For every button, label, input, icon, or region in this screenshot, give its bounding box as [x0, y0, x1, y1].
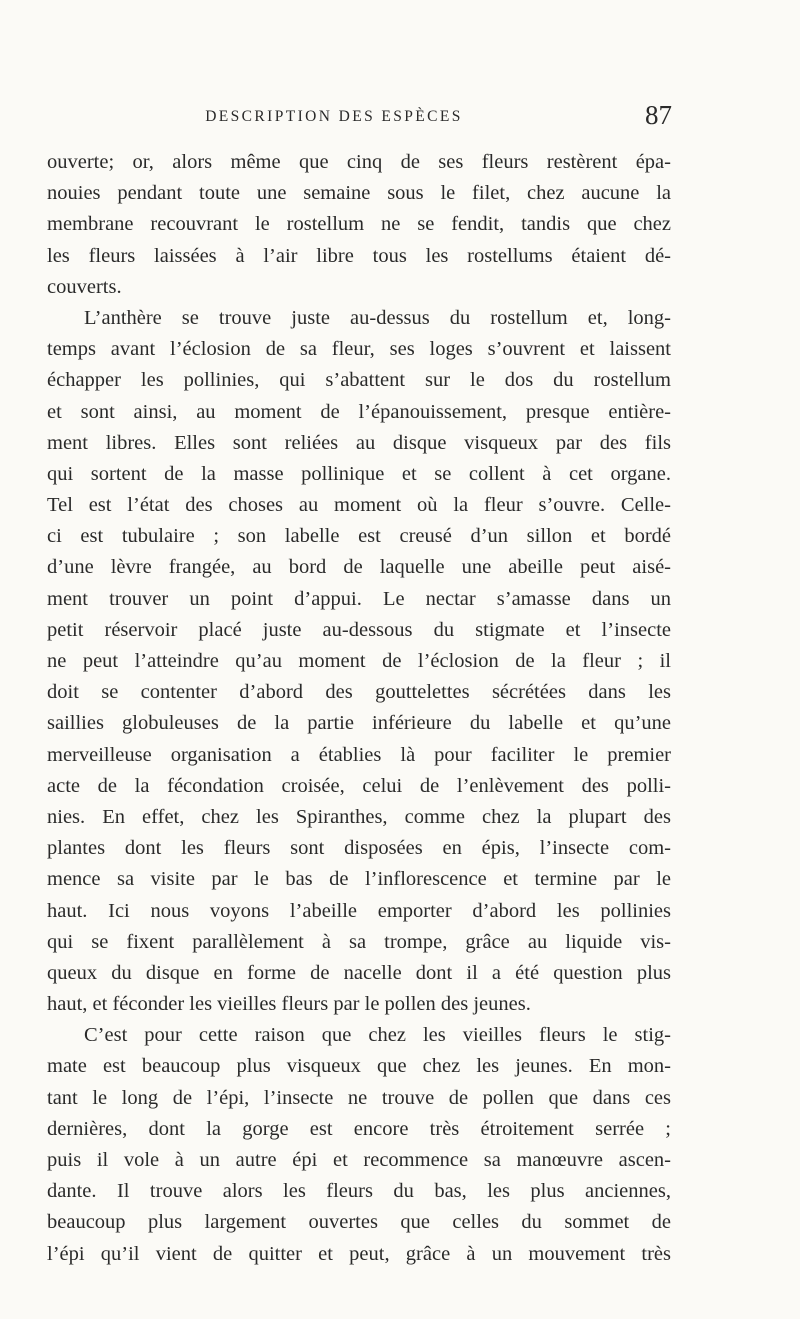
- text-line: mate est beaucoup plus visqueux que chez les jeunes. En mon-: [47, 1055, 671, 1078]
- text-line: mence sa visite par le bas de l’inflorescence et termine par le: [47, 868, 671, 891]
- text-line: saillies globuleuses de la partie inférieure du labelle et qu’une: [47, 712, 671, 735]
- text-line: haut. Ici nous voyons l’abeille emporter d’abord les pollinies: [47, 899, 671, 922]
- text-line: et sont ainsi, au moment de l’épanouissement, presque entière-: [47, 400, 671, 423]
- text-line: qui sortent de la masse pollinique et se collent à cet organe.: [47, 462, 671, 485]
- text-line: nouies pendant toute une semaine sous le filet, chez aucune la: [47, 182, 671, 205]
- text-line: l’épi qu’il vient de quitter et peut, grâce à un mouvement très: [47, 1242, 671, 1265]
- text-line: ouverte; or, alors même que cinq de ses fleurs restèrent épa-: [47, 151, 671, 173]
- text-line: plantes dont les fleurs sont disposées en épis, l’insecte com-: [47, 837, 671, 860]
- text-line: haut, et féconder les vieilles fleurs par le pollen des jeunes.: [47, 993, 531, 1016]
- text-line: Tel est l’état des choses au moment où la fleur s’ouvre. Celle-: [47, 494, 671, 517]
- text-line: acte de la fécondation croisée, celui de l’enlèvement des polli-: [47, 774, 671, 797]
- text-line: dernières, dont la gorge est encore très étroitement serrée ;: [47, 1117, 671, 1140]
- text-line: tant le long de l’épi, l’insecte ne trouve de pollen que dans ces: [47, 1086, 671, 1109]
- text-line: ment trouver un point d’appui. Le nectar s’amasse dans un: [47, 587, 671, 610]
- text-line: ci est tubulaire ; son labelle est creusé d’un sillon et bordé: [47, 525, 671, 548]
- running-title: DESCRIPTION DES ESPÈCES: [205, 108, 463, 125]
- text-line: dante. Il trouve alors les fleurs du bas, les plus anciennes,: [47, 1180, 671, 1203]
- text-line: petit réservoir placé juste au-dessous du stigmate et l’insecte: [47, 618, 671, 641]
- text-line: membrane recouvrant le rostellum ne se fendit, tandis que chez: [47, 213, 671, 236]
- text-line: qui se fixent parallèlement à sa trompe, grâce au liquide vis-: [47, 930, 671, 953]
- text-line: C’est pour cette raison que chez les vieilles fleurs le stig-: [84, 1024, 671, 1047]
- text-line: temps avant l’éclosion de sa fleur, ses loges s’ouvrent et laissent: [47, 338, 671, 361]
- text-line: merveilleuse organisation a établies là pour faciliter le premier: [47, 743, 671, 766]
- text-line: ne peut l’atteindre qu’au moment de l’éclosion de la fleur ; il: [47, 650, 671, 672]
- text-line: ment libres. Elles sont reliées au disque visqueux par des fils: [47, 431, 671, 454]
- text-line: beaucoup plus largement ouvertes que celles du sommet de: [47, 1211, 671, 1234]
- text-line: les fleurs laissées à l’air libre tous les rostellums étaient dé-: [47, 244, 671, 267]
- text-line: d’une lèvre frangée, au bord de laquelle une abeille peut aisé-: [47, 556, 671, 579]
- text-line: queux du disque en forme de nacelle dont il a été question plus: [47, 961, 671, 984]
- running-head: [48, 100, 672, 140]
- text-line: échapper les pollinies, qui s’abattent sur le dos du rostellum: [47, 369, 671, 392]
- body-text: [47, 147, 671, 1270]
- text-line: doit se contenter d’abord des gouttelettes sécrétées dans les: [47, 681, 671, 704]
- text-line: L’anthère se trouve juste au-dessus du rostellum et, long-: [84, 306, 671, 329]
- page-number: 87: [645, 100, 672, 130]
- text-line: nies. En effet, chez les Spiranthes, comme chez la plupart des: [47, 805, 671, 828]
- text-line: couverts.: [47, 275, 122, 298]
- text-line: puis il vole à un autre épi et recommence sa manœuvre ascen-: [47, 1149, 671, 1171]
